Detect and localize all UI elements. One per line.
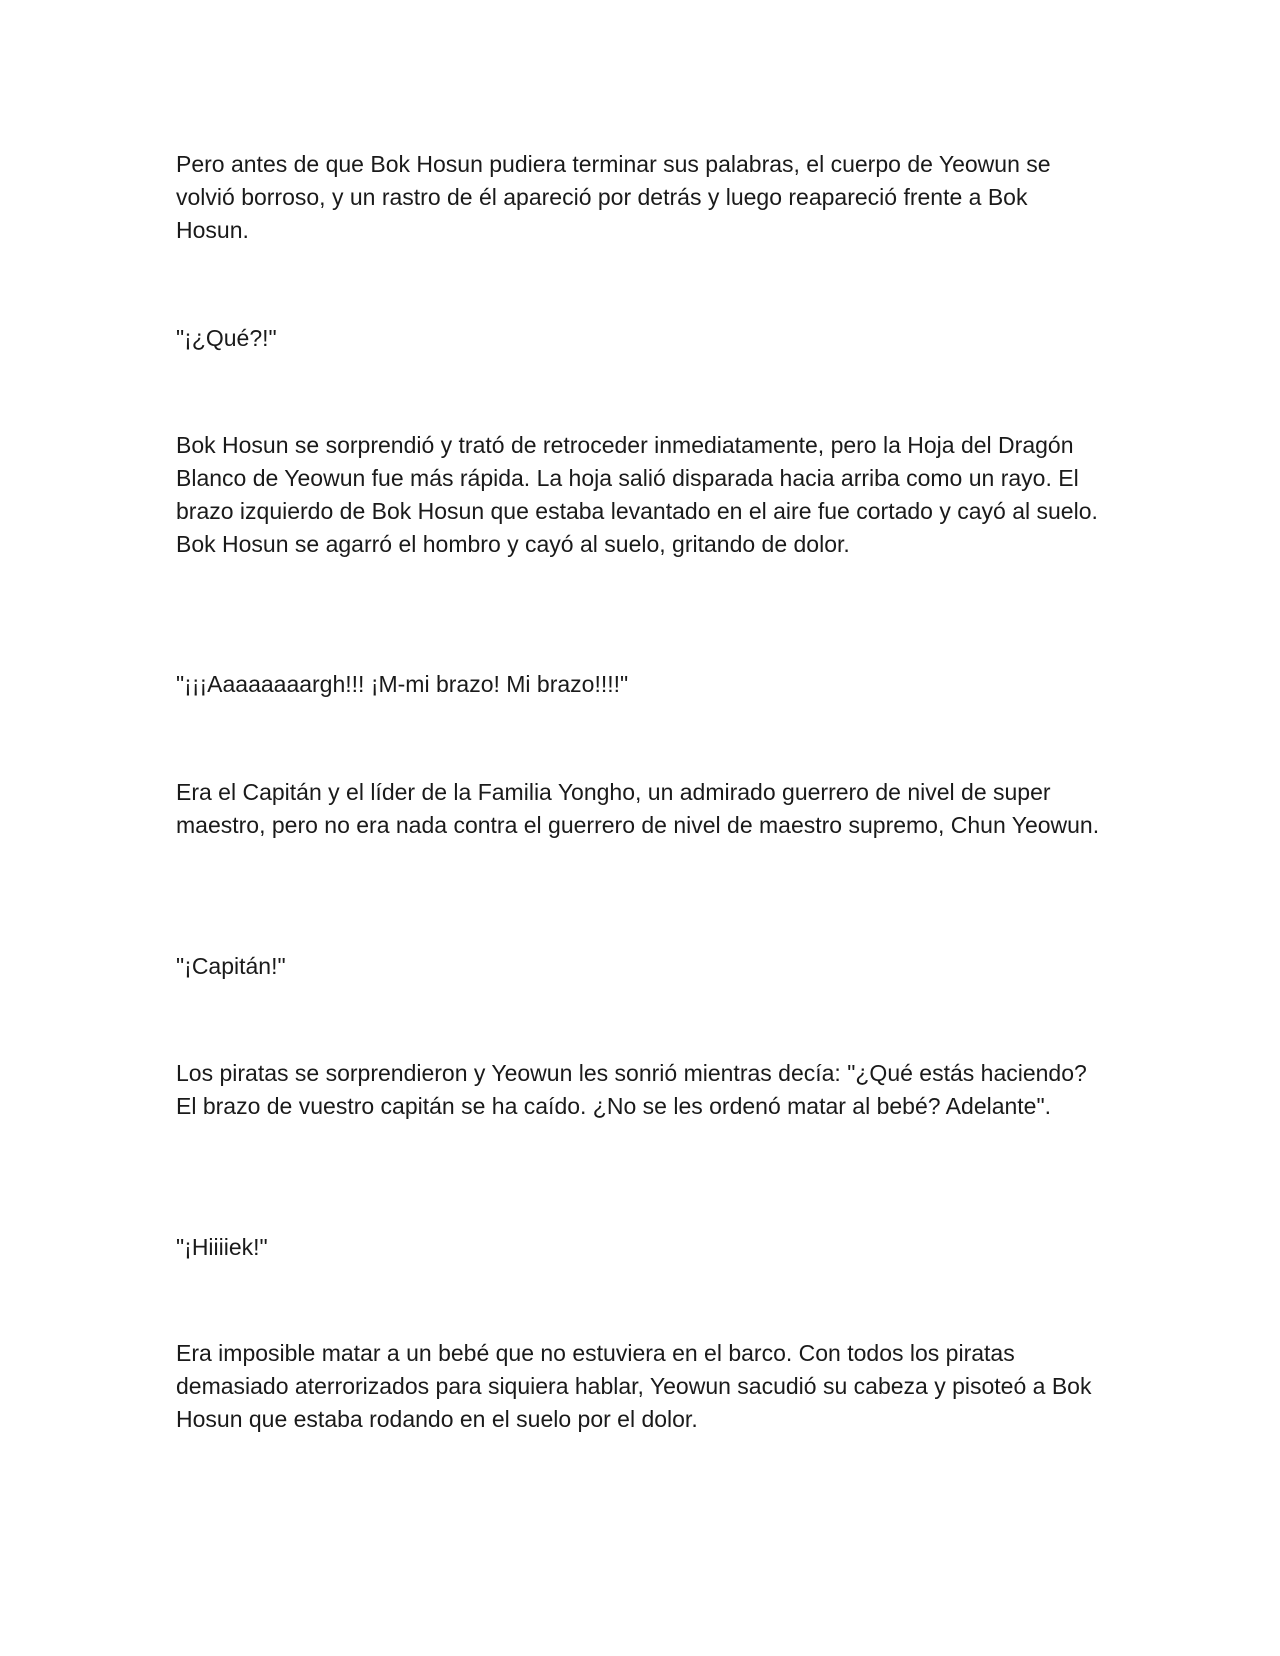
paragraph-narration: Era el Capitán y el líder de la Familia Yongho, un admirado guerrero de nivel de super maestro, pero no era nada contra el guerrero de nivel de maestro supremo, Chun Yeowun. xyxy=(176,779,1100,838)
paragraph-dialogue: "¡¡¡Aaaaaaaargh!!! ¡M-mi brazo! Mi brazo!!!!" xyxy=(176,671,629,697)
paragraph-dialogue: "¡Hiiiiek!" xyxy=(176,1234,268,1260)
paragraph-narration: Era imposible matar a un bebé que no estuviera en el barco. Con todos los piratas demasiado aterrorizados para siquiera hablar, Yeowun sacudió su cabeza y pisoteó a Bok Hosun que estaba rodando en el suelo por el dolor. xyxy=(176,1340,1092,1432)
paragraph-narration: Los piratas se sorprendieron y Yeowun les sonrió mientras decía: "¿Qué estás haciendo? El brazo de vuestro capitán se ha caído. ¿No se les ordenó matar al bebé? Adelante". xyxy=(176,1060,1087,1119)
paragraph-narration: Pero antes de que Bok Hosun pudiera terminar sus palabras, el cuerpo de Yeowun se volvió borroso, y un rastro de él apareció por detrás y luego reapareció frente a Bok Hosun. xyxy=(176,151,1051,243)
paragraph-narration: Bok Hosun se sorprendió y trató de retroceder inmediatamente, pero la Hoja del Dragón Blanco de Yeowun fue más rápida. La hoja salió disparada hacia arriba como un rayo. El brazo izquierdo de Bok Hosun que estaba levantado en el aire fue cortado y cayó al suelo. Bok Hosun se agarró el hombro y cayó al suelo, gritando de dolor. xyxy=(176,432,1098,557)
paragraph-dialogue: "¡¿Qué?!" xyxy=(176,325,277,351)
paragraph-dialogue: "¡Capitán!" xyxy=(176,953,286,979)
